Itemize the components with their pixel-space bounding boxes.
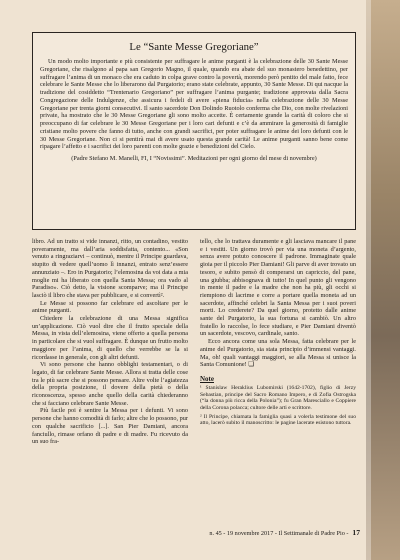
issue-info: n. 45 - 19 novembre 2017 - Il Settimanale di Padre Pio -: [209, 530, 349, 537]
box-title: Le “Sante Messe Gregoriane”: [129, 41, 259, 53]
paragraph: tello, che lo trattava duramente e gli lasciava mancare il pane e i vestiti. Un giorno trovò per via una moneta d’argento, senza avere potuto conoscere il padrone. Immaginate quale gioia per il piccolo Pier Damiani! Gli parve di aver trovato un tesoro, e subito pensò di comperarsi un capriccio, del pane, una giubba; abbisognava di tutto! In quel punto gli vengono in mente il padre e la madre che non ha più, gli occhi si riempiono di lacrime e corre a portare quella moneta ad un sacerdote, affinché celebri la Santa Messa per i suoi poveri morti. Lo crederete? Da quel giorno, protetto dalle anime sante del Purgatorio, la sua fortuna si cambiò. Un altro fratello lo raccolse, lo fece studiare, e Pier Damiani diventò un sacerdote, vescovo, cardinale, santo.: [200, 238, 356, 338]
paragraph: Le Messe si possono far celebrare ed ascoltare per le anime purganti.: [32, 299, 188, 315]
paragraph: libro. Ad un tratto si vide innanzi, ritto, un contadino, vestito poveramente, ma dall’aria soddisfatta, contento... «Son venuto a ringraziarvi – continuò, mentre il Principe guardava, stupito di vedere quell’uomo lì innanzi, entrato senz’essere annunziato –. Ero in Purgatorio; l’elemosina da voi data a mia moglie mi ha liberato con quella Santa Messa; ora vado al Paradiso». Ciò detto, la visione scomparve; ma il Principe lasciò il libro che stava per pubblicare, e si convertì².: [32, 238, 188, 299]
article-columns: [32, 238, 356, 513]
left-column: [32, 238, 188, 513]
page-footer: [40, 527, 360, 539]
paragraph: Ecco ancora come una sola Messa, fatta celebrare per le anime del Purgatorio, sia stata principio d’immensi vantaggi. Ma, oh! quali vantaggi maggiori, se alla Messa si unisce la Santa Comunione! ❏: [200, 338, 356, 369]
footnote: ² Il Principe, chiamata la famiglia quasi a volerla testimone del suo atto, lacerò subito il manoscritto: le pagine lacerate esistono tuttora.: [200, 413, 356, 427]
notes-heading: Note: [200, 374, 214, 383]
footnote: ¹ Stanislaw Heraklius Lubomirski (1642-1702), figlio di Jerzy Sebastian, principe del Sacro Romano Impero, e di Zofia Ostrogska (“la donna più ricca della Polonia”); fu Gran Maresciallo e Coppiere della Corona polacca; cultore delle arti e scrittore.: [200, 384, 356, 412]
right-column: [200, 238, 356, 513]
sidebar-box: [32, 32, 356, 230]
box-source-citation: (Padre Stefano M. Manelli, FI, I “Novissimi”. Meditazioni per ogni giorno del mese di novembre): [71, 155, 317, 162]
box-body-text: Un modo molto importante e più consistente per suffragare le anime purganti è la celebrazione delle 30 Sante Messe Gregoriane, che risalgono al papa san Gregorio Magno, il quale, quando era abate del suo monastero benedettino, per suffragare l’anima di un monaco che era caduto in colpa grave contro la povertà, morendo però pentito del male fatto, fece celebrare le Sante Messe che lo liberarono dal Purgatorio; erano state celebrate, appunto, 30 Sante Messe. Di qui nacque la tradizione del cosiddetto “Trentenario Gregoriano” per suffragare l’anima purgante; tradizione approvata dalla Sacra Congregazione delle Indulgenze, che assicura i fedeli di avere «piena fiducia» nella celebrazione delle 30 Messe Gregoriane per trenta giorni consecutivi. Il santo sacerdote Don Dolindo Ruotolo conferma che Dio, con molte rivelazioni private, ha mostrato che le 30 Messe Gregoriane gli sono molto accette. È certamente grande la carità di coloro che si preoccupano di far celebrare le 30 Messe Gregoriane per i loro cari defunti e c’è da ammirare la generosità di famiglie cristiane molto povere che fanno di tutto, anche con grandi sacrifici, per poter suffragare le anime dei loro defunti con le 30 Messe Gregoriane. Non ci si pentirà mai di avere usato questa grande carità! Le anime purganti sanno bene come ripagare l’affetto e i sacrifici dei loro parenti con molte grazie e benedizioni del Cielo.: [40, 58, 348, 151]
paragraph: Più facile poi è sentire la Messa per i defunti. Vi sono persone che hanno comodità di farlo; altre che lo possono, pur con qualche sacrificio [...]. San Pier Damiani, ancora fanciullo, rimase orfano di padre e di madre. Fu ricevuto da un suo fra-: [32, 407, 188, 446]
paragraph: Vi sono persone che hanno obblighi testamentari, o di legato, di far celebrare Sante Messe. Allora si tratta delle cose tra le più sacre che si possono pensare. Altre volte l’agiatezza della propria posizione, il dovere della pietà o della riconoscenza, spesso anche quello della carità chiederanno che si facciano celebrare Sante Messe.: [32, 361, 188, 407]
page-number: 17: [352, 528, 360, 537]
paragraph: Chiedere la celebrazione di una Messa significa un’applicazione. Ciò vuol dire che il frutto speciale della Messa, in vista dell’elemosina, viene offerto a quella persona in particolare che si vuol suffragare. È dunque un frutto molto maggiore per l’anima, di quello che verrebbe se la si ricordasse in generale, con gli altri defunti.: [32, 315, 188, 361]
background-photo-strip: [366, 0, 400, 560]
